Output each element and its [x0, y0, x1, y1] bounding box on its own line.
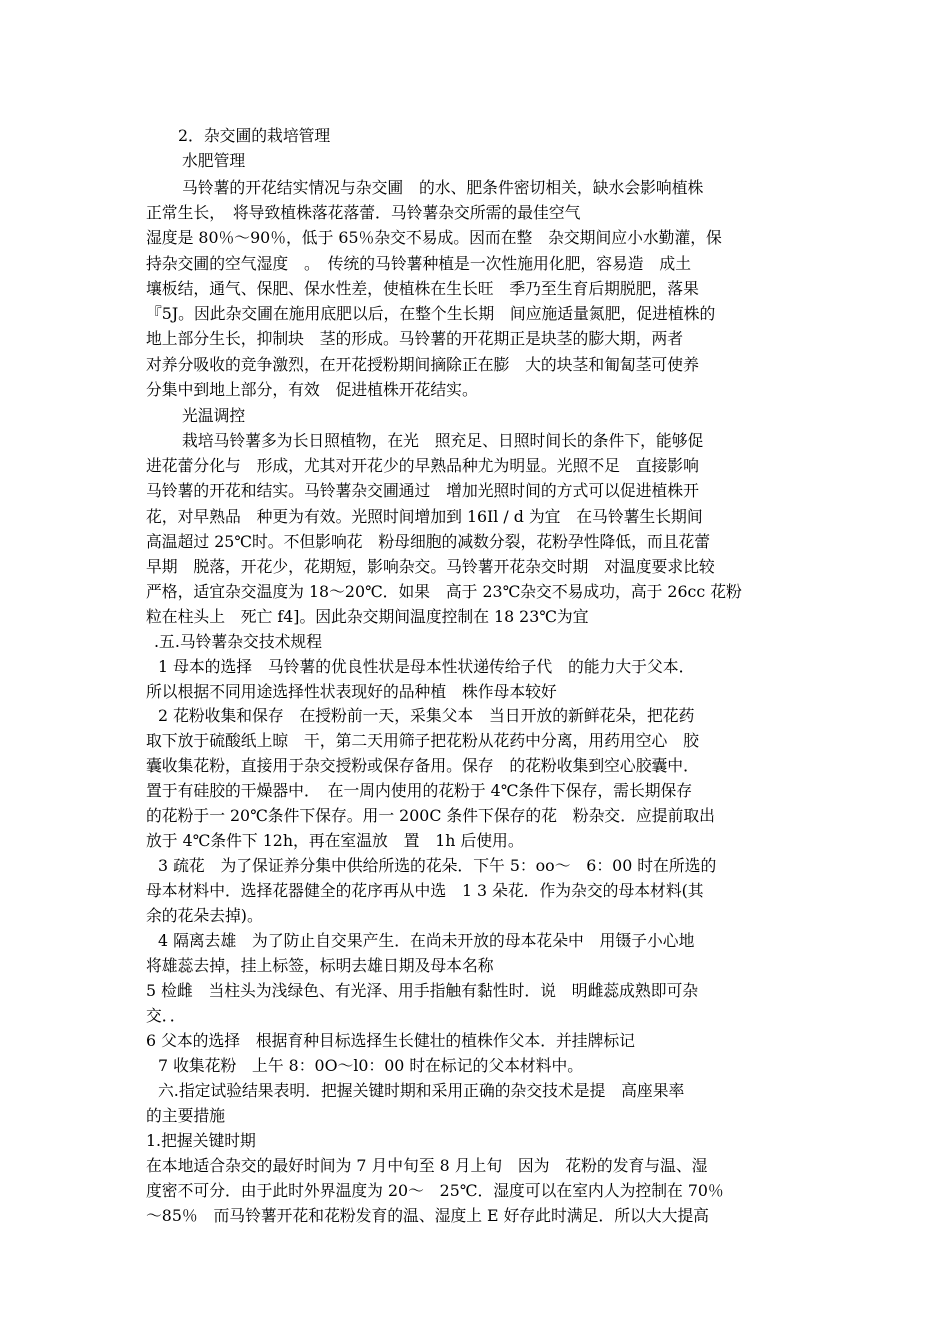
text-line: 的花粉于一 20℃条件下保存。用一 200C 条件下保存的花 粉杂交．应提前取出 [146, 806, 715, 825]
text-line: 持杂交圃的空气湿度 。 传统的马铃薯种植是一次性施用化肥，容易造 成土 [146, 254, 691, 273]
text-line: 6 父本的选择 根据育种目标选择生长健壮的植株作父本．并挂牌标记 [146, 1031, 635, 1050]
text-line: 囊收集花粉，直接用于杂交授粉或保存备用。保存 的花粉收集到空心胶囊中． [146, 756, 699, 775]
text-line: 花，对早熟品 种更为有效。光照时间增加到 16Il / d 为宜 在马铃薯生长期间 [146, 507, 703, 526]
text-line: 在本地适合杂交的最好时间为 7 月中旬至 8 月上旬 因为 花粉的发育与温、湿 [146, 1156, 708, 1175]
text-line: 所以根据不同用途选择性状表现好的品种植 株作母本较好 [146, 682, 557, 701]
section-heading-technical-rules: .五.马铃薯杂交技术规程 [154, 632, 323, 651]
text-line: 4 隔离去雄 为了防止自交果产生．在尚未开放的母本花朵中 用镊子小心地 [158, 931, 695, 950]
text-line: 湿度是 80％～90％，低于 65％杂交不易成。因而在整 杂交期间应小水勤灌，保 [146, 228, 722, 247]
text-line: 对养分吸收的竞争激烈，在开花授粉期间摘除正在膨 大的块茎和匍匐茎可使养 [146, 355, 699, 374]
text-line: 粒在柱头上 死亡 f4]。因此杂交期间温度控制在 18 23℃为宜 [146, 607, 589, 626]
text-line: 度密不可分．由于此时外界温度为 20～ 25℃．湿度可以在室内人为控制在 70％ [146, 1181, 724, 1200]
text-line: 马铃薯的开花结实情况与杂交圃 的水、肥条件密切相关，缺水会影响植株 [182, 178, 704, 197]
text-line: 正常生长， 将导致植株落花落蕾．马铃薯杂交所需的最佳空气 [146, 203, 581, 222]
text-line: 壤板结，通气、保肥、保水性差，使植株在生长旺 季乃至生育后期脱肥，落果 [146, 279, 699, 298]
text-line: 栽培马铃薯多为长日照植物，在光 照充足、日照时间长的条件下，能够促 [182, 431, 704, 450]
text-line: 5 检雌 当柱头为浅绿色、有光泽、用手指触有黏性时．说 明雌蕊成熟即可杂 [146, 981, 699, 1000]
text-line: 早期 脱落，开花少，花期短，影响杂交。马铃薯开花杂交时期 对温度要求比较 [146, 557, 715, 576]
subheading-light-temperature: 光温调控 [182, 406, 246, 425]
section-heading-results: 六.指定试验结果表明．把握关键时期和采用正确的杂交技术是提 高座果率 [158, 1081, 685, 1100]
text-line: 2 花粉收集和保存 在授粉前一天，采集父本 当日开放的新鲜花朵，把花药 [158, 706, 695, 725]
text-line: 分集中到地上部分，有效 促进植株开花结实。 [146, 380, 478, 399]
text-line: 的主要措施 [146, 1106, 225, 1125]
text-line: 置于有硅胶的干燥器中． 在一周内使用的花粉于 4℃条件下保存，需长期保存 [146, 781, 693, 800]
text-line: 母本材料中．选择花器健全的花序再从中选 1 3 朵花．作为杂交的母本材料(其 [146, 881, 704, 900]
heading-cultivation-management: 2．杂交圃的栽培管理 [178, 126, 331, 145]
text-line: ～85％ 而马铃薯开花和花粉发育的温、湿度上 E 好存此时满足．所以大大提高 [146, 1206, 709, 1225]
text-line: 交．． [146, 1006, 186, 1025]
text-line: 『5J。因此杂交圃在施用底肥以后，在整个生长期 间应施适量氮肥，促进植株的 [146, 304, 716, 323]
text-line: 3 疏花 为了保证养分集中供给所选的花朵．下午 5：oo～ 6：00 时在所选的 [158, 856, 717, 875]
text-line: 马铃薯的开花和结实。马铃薯杂交圃通过 增加光照时间的方式可以促进植株开 [146, 481, 699, 500]
subheading-key-period: 1.把握关键时期 [146, 1131, 256, 1150]
text-line: 余的花朵去掉)。 [146, 906, 263, 925]
text-line: 1 母本的选择 马铃薯的优良性状是母本性状递传给子代 的能力大于父本． [158, 657, 695, 676]
text-line: 严格，适宜杂交温度为 18～20℃．如果 高于 23℃杂交不易成功，高于 26cc 花粉 [146, 582, 742, 601]
subheading-water-fertilizer: 水肥管理 [182, 151, 246, 170]
text-line: 7 收集花粉 上午 8：0O～l0：00 时在标记的父本材料中。 [158, 1056, 584, 1075]
text-line: 取下放于硫酸纸上晾 干，第二天用筛子把花粉从花药中分离，用药用空心 胶 [146, 731, 699, 750]
text-line: 高温超过 25℃时。不但影响花 粉母细胞的减数分裂，花粉孕性降低，而且花蕾 [146, 532, 711, 551]
text-line: 放于 4℃条件下 12h，再在室温放 置 1h 后使用。 [146, 831, 524, 850]
text-line: 地上部分生长，抑制块 茎的形成。马铃薯的开花期正是块茎的膨大期，两者 [146, 329, 684, 348]
text-line: 进花蕾分化与 形成，尤其对开花少的早熟品种尤为明显。光照不足 直接影响 [146, 456, 699, 475]
text-line: 将雄蕊去掉，挂上标签，标明去雄日期及母本名称 [146, 956, 494, 975]
